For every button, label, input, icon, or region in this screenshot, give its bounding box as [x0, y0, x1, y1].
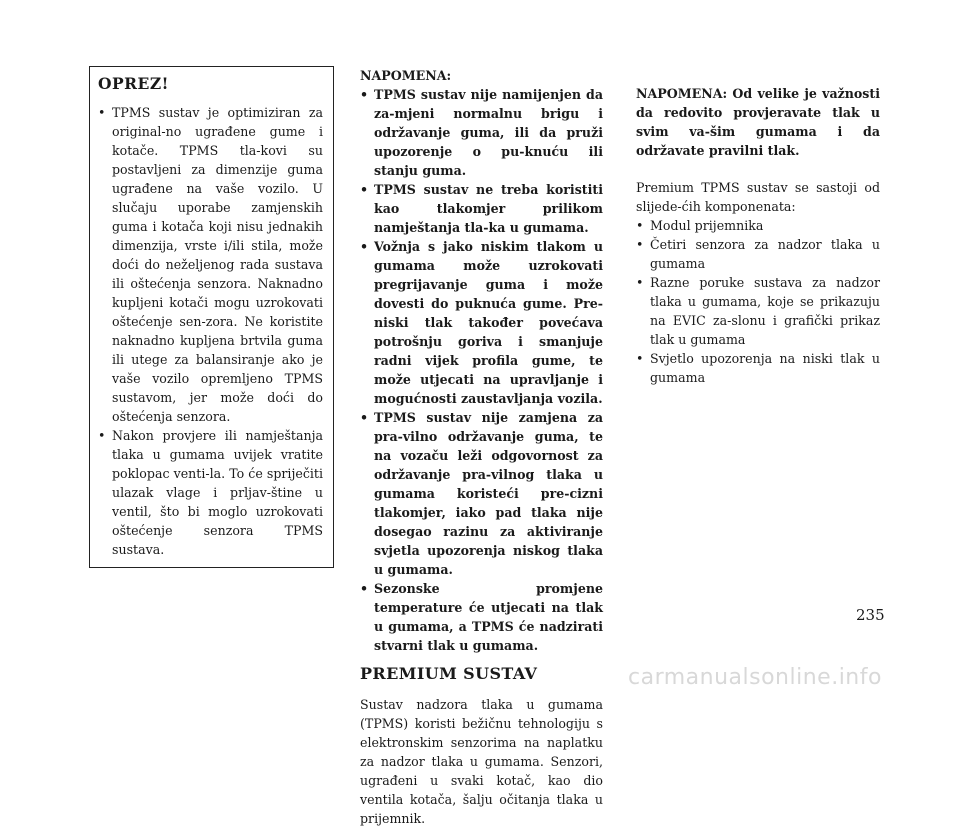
column-middle — [360, 66, 603, 828]
bullet-icon: • — [360, 581, 369, 596]
note-item: • Sezonske promjene temperature će utjecati na tlak u gumama, a TPMS će nadzirati stvarni tlak u gumama. — [360, 581, 603, 653]
watermark: carmanualsonline.info — [628, 665, 882, 690]
bullet-icon: • — [636, 351, 644, 366]
components-intro: Premium TPMS sustav se sastoji od slijede-ćih komponenata: — [636, 180, 880, 214]
bullet-icon: • — [636, 237, 644, 252]
note-item: • TPMS sustav ne treba koristiti kao tlakomjer prilikom namještanja tla-ka u gumama. — [360, 182, 603, 235]
component-item: • Razne poruke sustava za nadzor tlaka u gumama, koje se prikazuju na EVIC za-slonu i grafički prikaz tlak u gumama — [636, 275, 880, 347]
caution-item: • TPMS sustav je optimiziran za original-no ugrađene gume i kotače. TPMS tla-kovi su postavljeni za dimenzije guma ugrađene na vaše vozilo. U slučaju uporabe zamjenskih guma i kotača koji nisu jednakih dimenzija, vrste i/ili stila, može doći do neželjenog rada sustava ili oštećenja senzora. Naknadno kupljeni kotači mogu uzrokovati oštećenje sen-zora. Ne koristite naknadno kupljena brtvila guma ili utege za balansiranje ako je vaše vozilo opremljeno TPMS sustavom, jer može doći do oštećenja senzora. — [98, 105, 323, 424]
note-label: NAPOMENA: — [360, 68, 452, 83]
caution-item: • Nakon provjere ili namještanja tlaka u gumama uvijek vratite poklopac venti-la. To će spriječiti ulazak vlage i prljav-štine u ventil, što bi moglo uzrokovati oštećenje senzora TPMS sustava. — [98, 428, 323, 557]
page-number: 235 — [856, 606, 885, 624]
column-left — [89, 66, 334, 568]
bullet-icon: • — [636, 275, 644, 290]
component-item: • Četiri senzora za nadzor tlaka u gumama — [636, 237, 880, 271]
bullet-icon: • — [98, 428, 106, 443]
note-list — [360, 85, 603, 655]
note-item: • TPMS sustav nije namijenjen da za-mjeni normalnu brigu i održavanje guma, ili da pruži upozorenje o pu-knuću ili stanju guma. — [360, 87, 603, 178]
bullet-icon: • — [636, 218, 644, 233]
component-item: • Svjetlo upozorenja na niski tlak u gumama — [636, 351, 880, 385]
section-title: PREMIUM SUSTAV — [360, 664, 538, 683]
bullet-icon: • — [360, 410, 369, 425]
note-item: • TPMS sustav nije zamjena za pra-vilno održavanje guma, te na vozaču leži odgovornost za održavanje pra-vilnog tlaka u gumama koristeći pre-cizni tlakomjer, iako pad tlaka nije dosegao razinu za aktiviranje svjetla upozorenja niskog tlaka u gumama. — [360, 410, 603, 577]
note-item: • Vožnja s jako niskim tlakom u gumama može uzrokovati pregrijavanje guma i može dovesti do puknuća gume. Pre-niski tlak također povećava potrošnju goriva i smanjuje radni vijek profila gume, te može utjecati na upravljanje i mogućnosti zaustavljanja vozila. — [360, 239, 603, 406]
premium-note: NAPOMENA: Od velike je važnosti da redovito provjeravate tlak u svim va-šim gumama i da održavate pravilni tlak. — [636, 86, 880, 158]
caution-list — [98, 103, 323, 559]
bullet-icon: • — [360, 182, 369, 197]
caution-title: OPREZ! — [98, 74, 169, 93]
components-list — [636, 216, 880, 387]
bullet-icon: • — [360, 239, 369, 254]
caution-box — [89, 66, 334, 568]
column-right — [636, 66, 880, 387]
bullet-icon: • — [98, 105, 106, 120]
premium-intro: Sustav nadzora tlaka u gumama (TPMS) koristi bežičnu tehnologiju s elektronskim senzorima na naplatku za nadzor tlaka u gumama. Senzori, ugrađeni u svaki kotač, kao dio ventila kotača, šalju očitanja tlaka u prijemnik. — [360, 697, 603, 826]
component-item: • Modul prijemnika — [636, 218, 764, 233]
bullet-icon: • — [360, 87, 369, 102]
